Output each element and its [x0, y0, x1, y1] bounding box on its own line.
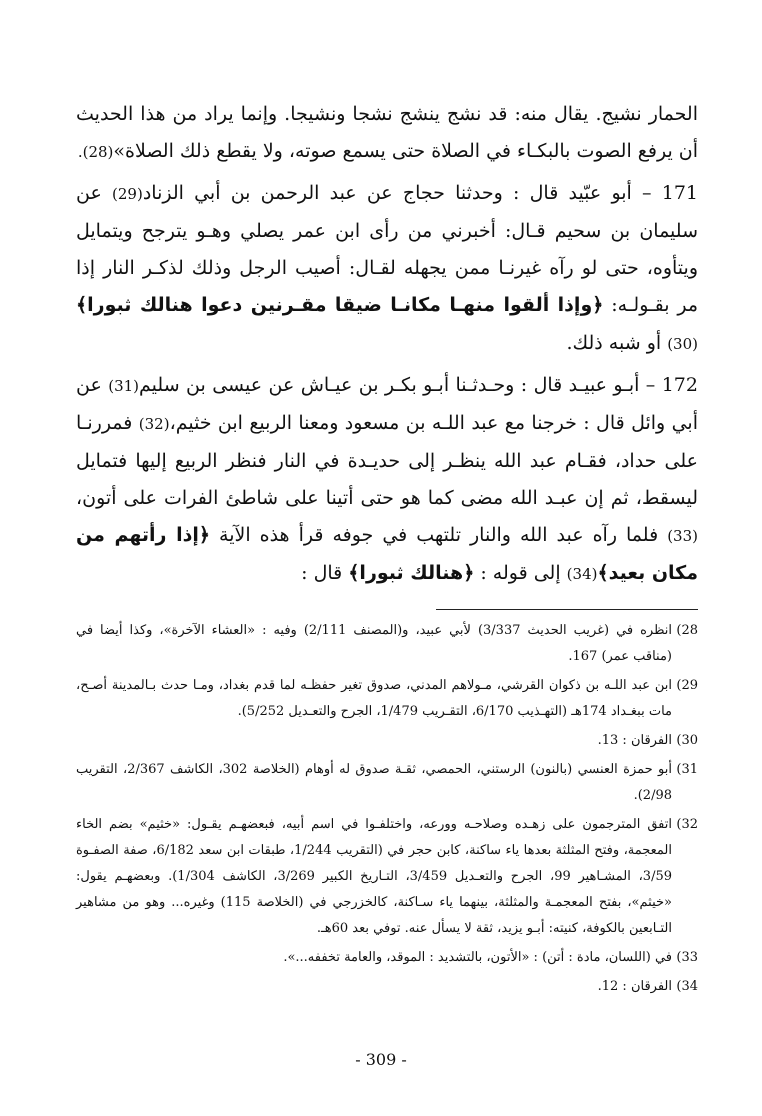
- footnote-text: الفرقان : 13.: [597, 733, 672, 748]
- quran-verse: ﴿وإذا ألقوا منهـا مكانـا ضيقا مقـرنين دعوا هنالك ثبورا﴾: [76, 294, 604, 316]
- footnotes: [76, 618, 698, 1000]
- main-text: [76, 96, 698, 593]
- body-text: عن سليمان بن سحيم قـال: أخبرني من رأى ابن عمر يصلي وهـو يترجح ويتمايل ويتأوه، حتى لو رآه غيرنـا ممن يجهله لقـال: أصيب الرجل وذلك لذكـر النار إذا مر بقـولـه:: [76, 182, 698, 316]
- footnote-divider: [436, 609, 698, 610]
- footnote-text: الفرقان : 12.: [597, 979, 672, 994]
- footnote-number: 32): [676, 817, 698, 832]
- footnote-number: 31): [676, 762, 698, 777]
- footnote-text: أبو حمزة العنسي (بالنون) الرستني، الحمصي، ثقـة صدوق له أوهام (الخلاصة 302، الكاشف 2/367، التقريب 2/98).: [76, 762, 672, 803]
- body-text: إلى قوله :: [474, 562, 567, 584]
- paragraph-p3: [76, 367, 698, 593]
- paragraph-p1: [76, 96, 698, 171]
- footnote-ref: (29): [112, 185, 143, 203]
- footnote-item: [76, 757, 698, 809]
- footnote-number: 33): [676, 950, 698, 965]
- footnote-item: [76, 728, 698, 754]
- body-text: فلما رآه عبد الله والنار تلتهب في جوفه قرأ هذه الآية: [210, 524, 668, 546]
- footnote-ref: (32): [138, 415, 170, 433]
- footnote-number: 30): [676, 733, 698, 748]
- footnote-ref: (28).: [77, 143, 114, 161]
- footnote-ref: (34): [566, 565, 598, 583]
- footnote-number: 34): [676, 979, 698, 994]
- body-text: فمررنـا على حداد، فقـام عبد الله ينظـر إلى حديـدة في النار فنظر الربيع إليها فتمايل ليسقط، ثم إن عبـد الله مضى كما هو حتى أتينا على شاطئ الفرات على أتون،: [76, 412, 698, 509]
- footnote-ref: (33): [667, 527, 698, 545]
- body-text: أو شبه ذلك.: [566, 332, 668, 354]
- footnote-item: [76, 618, 698, 670]
- body-text: قال :: [301, 562, 349, 584]
- footnote-item: [76, 945, 698, 971]
- footnote-number: 29): [676, 678, 698, 693]
- body-text: الحمار نشيج. يقال منه: قد نشج ينشج نشجا ونشيجا. وإنما يراد من هذا الحديث أن يرفع الصوت بالبكـاء في الصلاة حتى يسمع صوته، ولا يقطع ذلك الصلاة»: [76, 103, 698, 162]
- body-text: عن أبي وائل قال : خرجنا مع عبد اللـه بن مسعود ومعنا الربيع ابن خثيم،: [76, 374, 698, 434]
- footnote-ref: (30): [667, 335, 698, 353]
- quran-verse: ﴿إذا رأتهم من مكان بعيد﴾: [76, 524, 698, 584]
- body-text: 172 – أبـو عبيـد قال : وحـدثـنا أبـو بكـر بن عيـاش عن عيسى بن سليم: [139, 374, 698, 396]
- footnote-number: 28): [676, 623, 698, 638]
- footnote-text: انظره في (غريب الحديث 3/337) لأبي عبيد، و(المصنف 2/111) وفيه : «العشاء الآخرة»، وكذا أيضا في (مناقب عمر) 167.: [76, 623, 672, 664]
- page-number: - 309 -: [355, 1050, 407, 1069]
- body-text: 171 – أبو عبّيد قال : وحدثنا حجاج عن عبد الرحمن بن أبي الزناد: [142, 182, 698, 204]
- footnote-item: [76, 974, 698, 1000]
- footnote-text: ابن عبد اللـه بن ذكوان القرشي، مـولاهم المدني، صدوق تغير حفظـه لما قدم بغداد، ومـا حدث بـالمدينة أصـح، مات ببغـداد 174هـ (التهـذيب 6/170، التقـريب 1/479، الجرح والتعـديل 5/252).: [76, 678, 672, 719]
- footnote-text: في (اللسان، مادة : أتن) : «الأتون، بالتشديد : الموقد، والعامة تخففه...».: [283, 950, 672, 965]
- quran-verse: ﴿هنالك ثبورا﴾: [348, 562, 475, 584]
- footnote-item: [76, 812, 698, 942]
- paragraph-p2: [76, 175, 698, 363]
- page-body: [76, 96, 698, 1003]
- footnote-ref: (31): [108, 377, 140, 395]
- footnote-item: [76, 673, 698, 725]
- footnote-text: اتفق المترجمون على زهـده وصلاحـه وورعه، واختلفـوا في اسم أبيه، فبعضهـم يقـول: «خثيم» بضم الخاء المعجمة، وفتح المثلثة بعدها ياء ساكنة، كابن حجر في (التقريب 1/244، طبقات ابن سعد 6/182، صفة الصفـوة 3/59، المشـاهير 99، الجرح والتعـديل 3/459، التـاريخ الكبير 3/269، الكاشف 1/304). وبعضهـم يقول: «خيثم»، بفتح المعجمـة والمثلثة، بينهما ياء سـاكنة، كالخزرجي في (الخلاصة 115) وغيره... وهو من مشاهير التـابعين بالكوفة، كنيته: أبـو يزيد، ثقة لا يسأل عنه. توفي بعد 60هـ.: [76, 817, 673, 936]
